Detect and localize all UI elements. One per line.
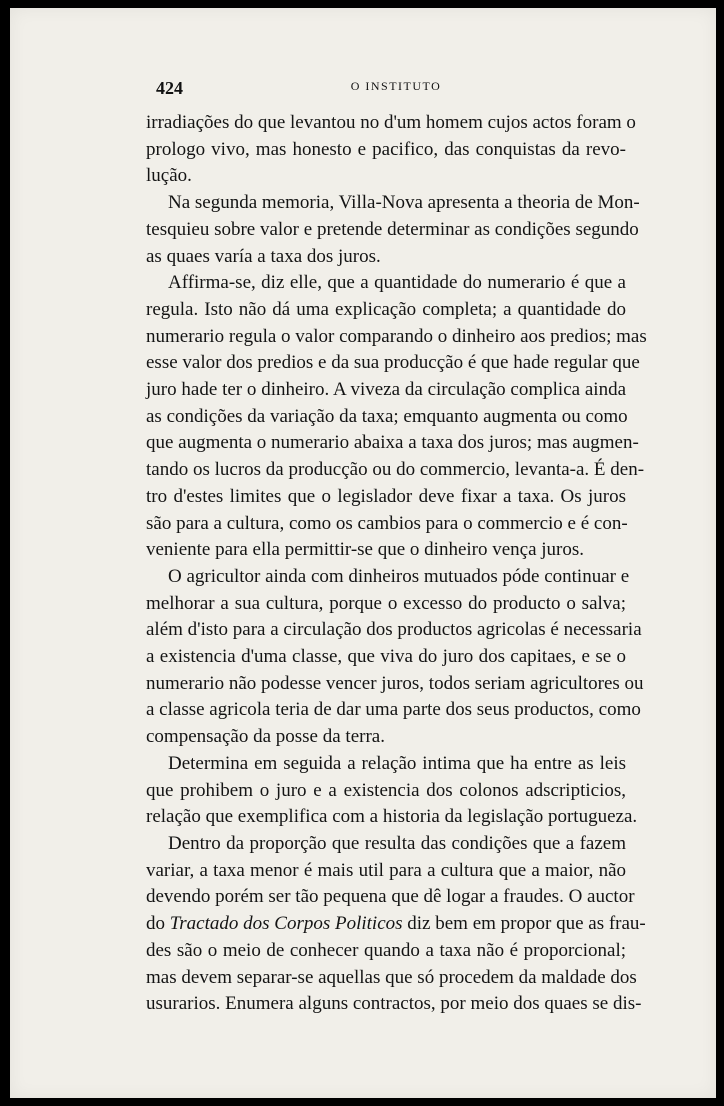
paragraph-3 [146,270,647,564]
running-title: O INSTITUTO [350,79,442,93]
paragraph-6 [146,831,646,1018]
paragraph-1 [146,110,636,190]
body-text [146,110,647,1018]
text-line: mas devem separar-se aquellas que só procedem da maldade dos [146,966,637,988]
text-line: tro d'estes limites que o legislador deve fixar a taxa. Os juros [146,485,626,507]
paragraph-2 [146,190,640,270]
text-line: Affirma-se, diz elle, que a quantidade do numerario é que a [168,272,626,294]
text-line: variar, a taxa menor é mais util para a cultura que a maior, não [146,859,626,881]
text-line: juro hade ter o dinheiro. A viveza da circulação complica ainda [146,379,626,401]
book-page [10,8,716,1098]
text-line: des são o meio de conhecer quando a taxa não é proporcional; [146,939,626,961]
text-line: compensação da posse da terra. [146,726,385,748]
text-line: as quaes varía a taxa dos juros. [146,245,381,267]
text-line: O agricultor ainda com dinheiros mutuados póde continuar e [168,565,630,587]
text-line: numerario regula o valor comparando o dinheiro aos predios; mas [146,325,647,347]
text-line: tando os lucros da producção ou do commercio, levanta-a. É den- [146,459,645,481]
text-line: prologo vivo, mas honesto e pacifico, das conquistas da revo- [146,138,626,160]
text-line: tesquieu sobre valor e pretende determinar as condições segundo [146,218,639,240]
text-line: usurarios. Enumera alguns contractos, por meio dos quaes se dis- [146,993,642,1015]
text-line: irradiações do que levantou no d'um homem cujos actos foram o [146,112,636,133]
text-line: além d'isto para a circulação dos productos agricolas é necessaria [146,619,642,641]
text-line: Na segunda memoria, Villa-Nova apresenta a theoria de Mon- [168,192,640,214]
book-title-italic: Tractado dos Corpos Politicos [169,913,403,935]
text-line: esse valor dos predios e da sua producção é que hade regular que [146,352,640,374]
text-line: que prohibem o juro e a existencia dos colonos adscripticios, [146,779,626,801]
text-line: do Tractado dos Corpos Politicos diz bem em propor que as frau- [146,913,646,935]
text-line: as condições da variação da taxa; emquanto augmenta ou como [146,405,628,427]
text-line: Dentro da proporção que resulta das condições que a fazem [168,832,626,854]
page-header [156,78,636,100]
text-line: são para a cultura, como os cambios para o commercio e é con- [146,512,628,534]
paragraph-5 [146,751,638,831]
text-line: a existencia d'uma classe, que viva do juro dos capitaes, e se o [146,646,626,668]
paragraph-4 [146,564,644,751]
text-line: numerario não podesse vencer juros, todos seriam agricultores ou [146,672,644,694]
text-line: melhorar a sua cultura, porque o excesso do producto o salva; [146,592,626,614]
text-line: lução. [146,165,192,187]
text-line: veniente para ella permittir-se que o dinheiro vença juros. [146,539,585,561]
text-line: a classe agricola teria de dar uma parte dos seus productos, como [146,699,641,721]
page-number: 424 [156,78,183,98]
text-line: relação que exemplifica com a historia da legislação portugueza. [146,806,638,828]
text-line: regula. Isto não dá uma explicação completa; a quantidade do [146,298,626,320]
text-line: Determina em seguida a relação intima que ha entre as leis [168,752,626,774]
text-line: que augmenta o numerario abaixa a taxa dos juros; mas augmen- [146,432,639,454]
text-line: devendo porém ser tão pequena que dê logar a fraudes. O auctor [146,886,635,908]
